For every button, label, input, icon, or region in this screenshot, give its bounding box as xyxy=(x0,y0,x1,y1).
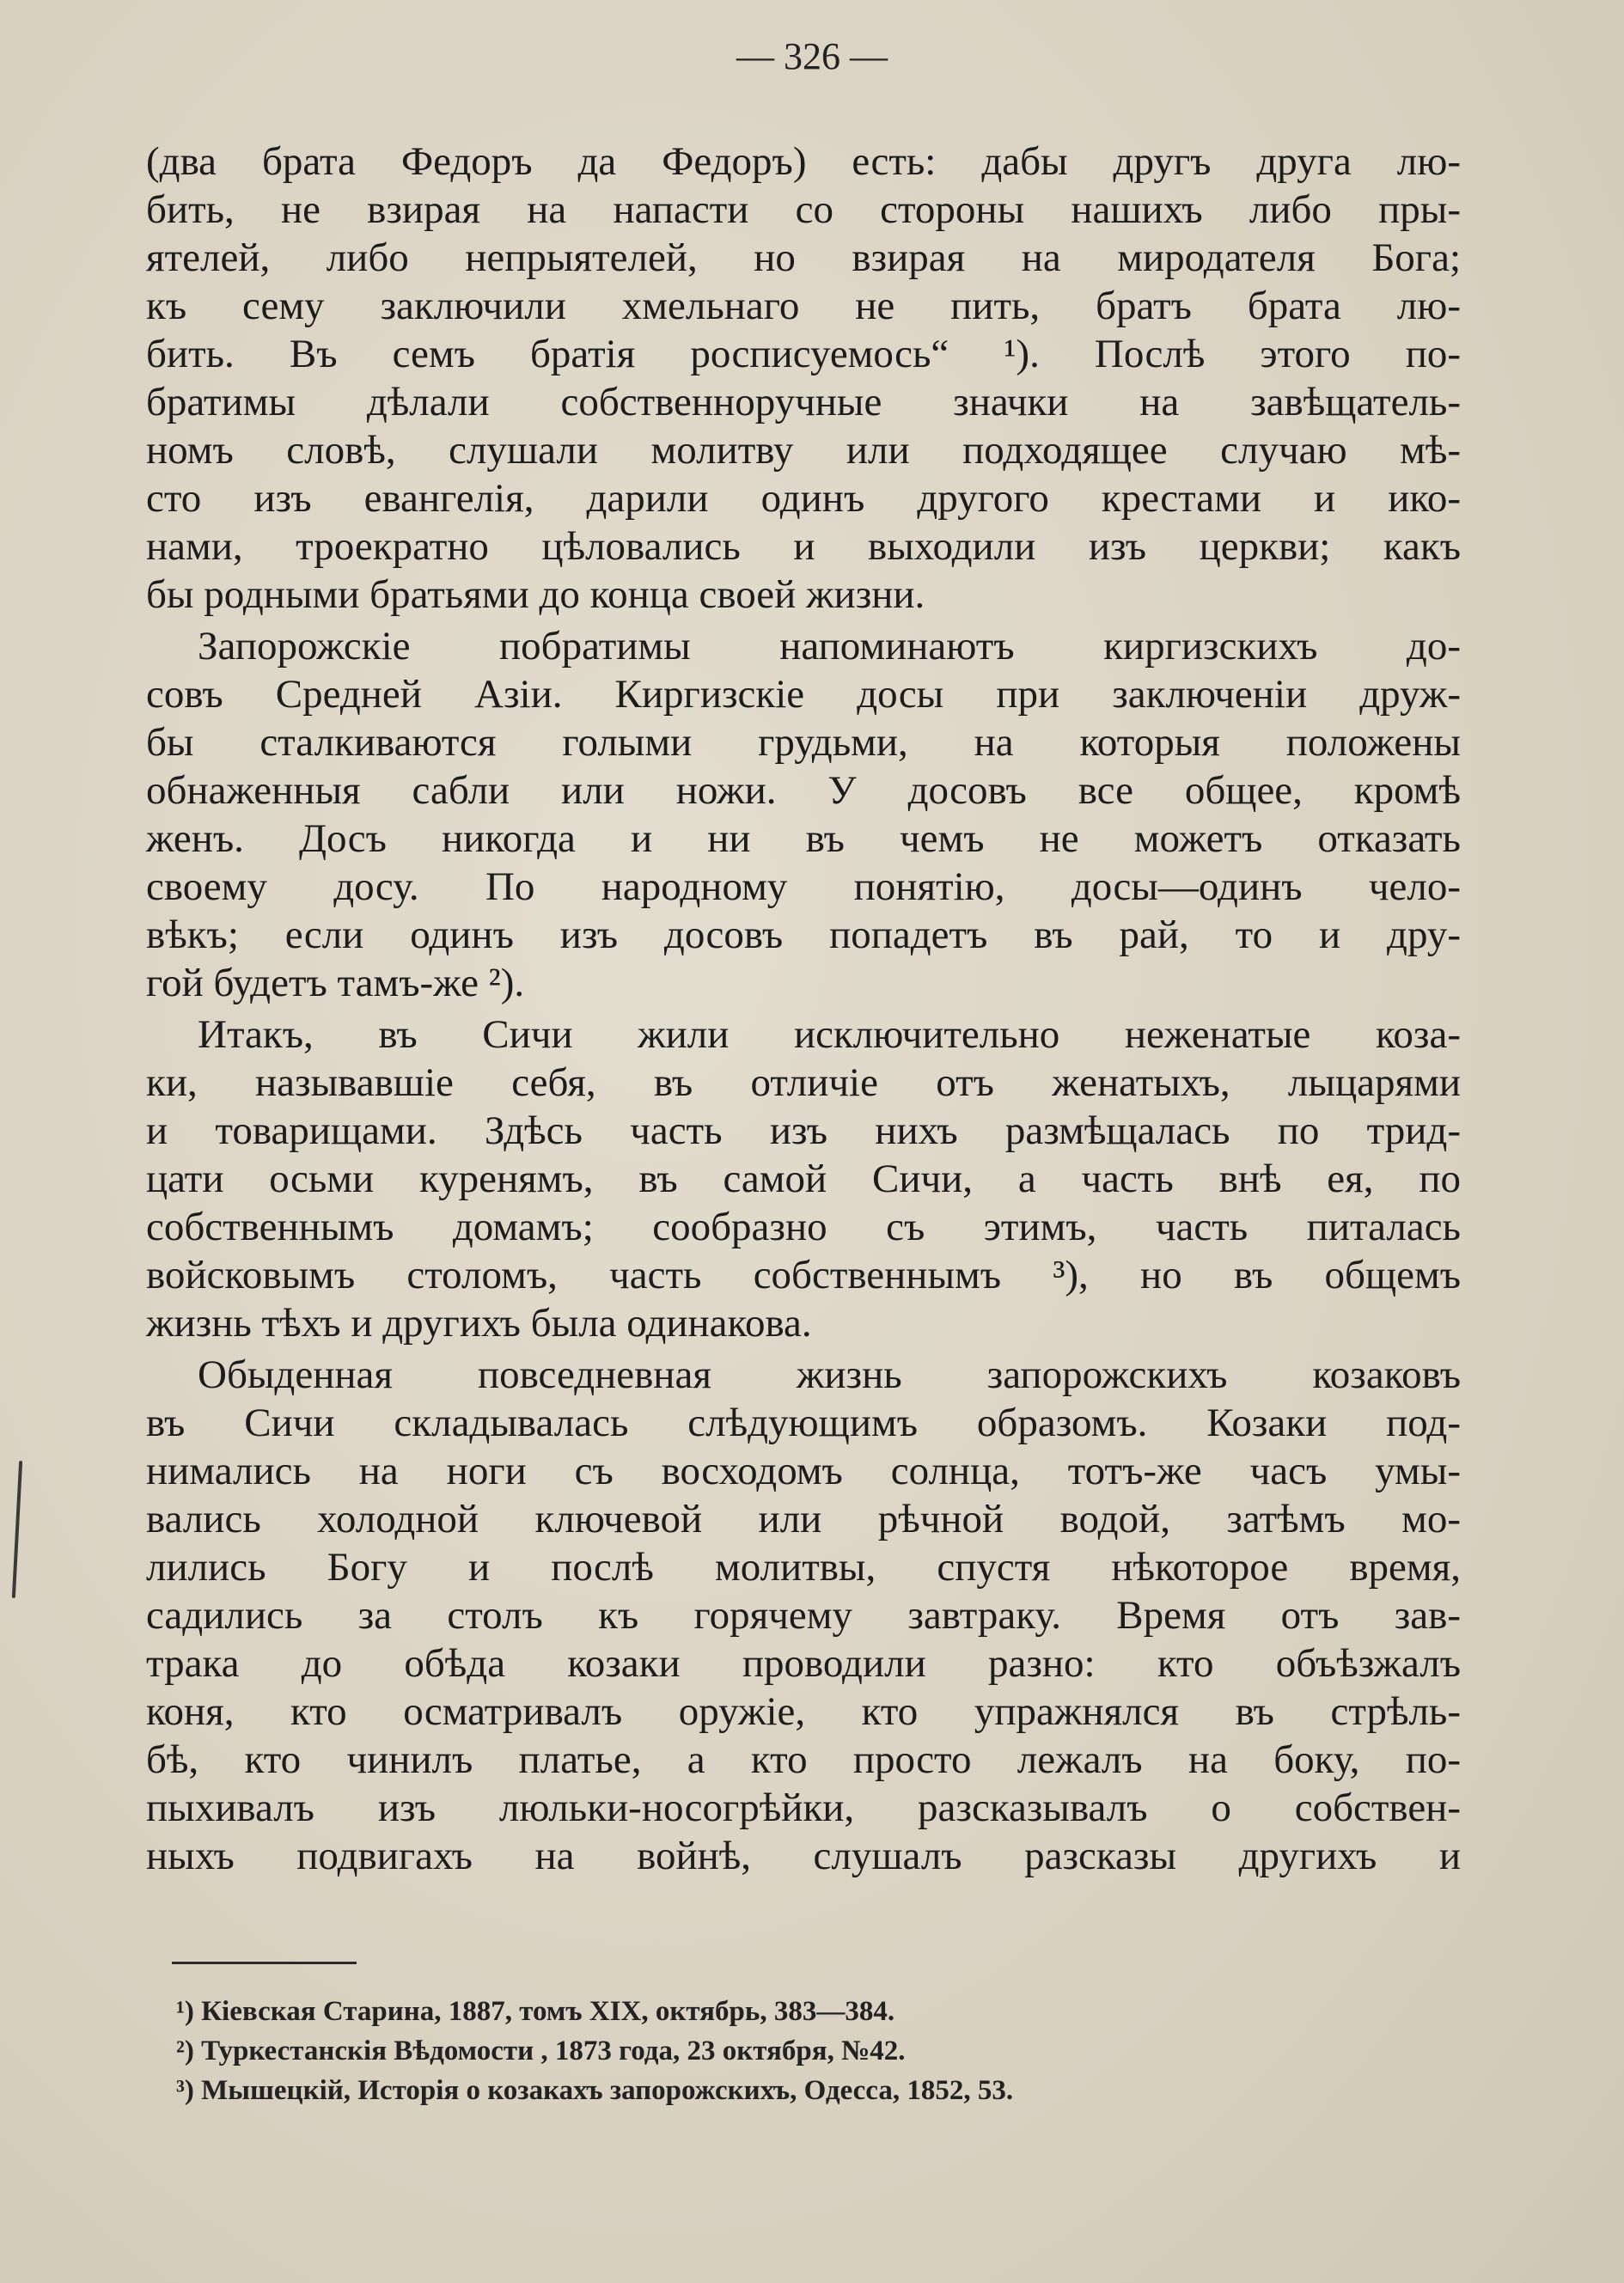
text-line: лились Богу и послѣ молитвы, спустя нѣкоторое время, xyxy=(146,1545,1461,1590)
text-line: собственнымъ домамъ; сообразно съ этимъ, часть питалась xyxy=(146,1205,1461,1249)
paragraph xyxy=(146,137,1461,619)
text-line: номъ словѣ, слушали молитву или подходящее случаю мѣ- xyxy=(146,428,1461,473)
text-line: и товарищами. Здѣсь часть изъ нихъ размѣщалась по трид- xyxy=(146,1108,1461,1153)
text-line: обнаженныя сабли или ножи. У досовъ все общее, кромѣ xyxy=(146,768,1461,813)
page-number: — 326 — xyxy=(736,35,888,77)
text-line: нимались на ноги съ восходомъ солнца, тотъ-же часъ умы- xyxy=(146,1449,1461,1493)
footnote-divider xyxy=(172,1962,357,1964)
paragraph xyxy=(146,1010,1461,1347)
text-line: ки, называвшіе себя, въ отличіе отъ женатыхъ, лыцарями xyxy=(146,1060,1461,1105)
text-line: бить, не взирая на напасти со стороны нашихъ либо пры- xyxy=(146,187,1461,232)
text-line: Обыденная повседневная жизнь запорожскихъ козаковъ xyxy=(198,1352,1461,1397)
text-line: цати осьми куренямъ, въ самой Сичи, а часть внѣ ея, по xyxy=(146,1157,1461,1201)
text-line: ныхъ подвигахъ на войнѣ, слушалъ разсказы другихъ и xyxy=(146,1834,1461,1878)
text-line: гой будетъ тамъ-же ²). xyxy=(146,961,525,1005)
margin-pencil-mark xyxy=(12,1461,22,1598)
footnote: ³) Мышецкій, Исторія о козакахъ запорожскихъ, Одесса, 1852, 53. xyxy=(176,2075,1014,2106)
paragraph xyxy=(146,622,1461,1007)
text-line: сто изъ евангелія, дарили одинъ другого крестами и ико- xyxy=(146,476,1461,521)
footnote: ¹) Кіевская Старина, 1887, томъ XIX, октябрь, 383—384. xyxy=(176,1996,895,2027)
text-line: ятелей, либо непрыятелей, но взирая на миродателя Бога; xyxy=(146,235,1461,280)
text-line: вѣкъ; если одинъ изъ досовъ попадетъ въ рай, то и дру- xyxy=(146,913,1461,957)
text-line: бѣ, кто чинилъ платье, а кто просто лежалъ на боку, по- xyxy=(146,1737,1461,1782)
paragraph xyxy=(146,1351,1461,1880)
body-text xyxy=(146,137,1461,1880)
text-line: нами, троекратно цѣловались и выходили изъ церкви; какъ xyxy=(146,524,1461,569)
text-line: бы родными братьями до конца своей жизни. xyxy=(146,572,925,617)
text-line: женъ. Досъ никогда и ни въ чемъ не можетъ отказать xyxy=(146,816,1461,861)
text-line: вались холодной ключевой или рѣчной водой, затѣмъ мо- xyxy=(146,1497,1461,1541)
text-line: Итакъ, въ Сичи жили исключительно неженатые коза- xyxy=(198,1012,1461,1057)
text-line: совъ Средней Азіи. Киргизскіе досы при заключеніи друж- xyxy=(146,672,1461,717)
text-line: Запорожскіе побратимы напоминаютъ киргизскихъ до- xyxy=(198,624,1461,668)
text-line: (два брата Федоръ да Федоръ) есть: дабы другъ друга лю- xyxy=(146,139,1461,184)
text-line: къ сему заключили хмельнаго не пить, братъ брата лю- xyxy=(146,284,1461,328)
footnotes xyxy=(176,1992,1379,2110)
text-line: садились за столъ къ горячему завтраку. Время отъ зав- xyxy=(146,1593,1461,1638)
text-line: пыхивалъ изъ люльки-носогрѣйки, разсказывалъ о собствен- xyxy=(146,1786,1461,1830)
text-line: трака до обѣда козаки проводили разно: кто объѣзжалъ xyxy=(146,1641,1461,1686)
text-line: бы сталкиваются голыми грудьми, на которыя положены xyxy=(146,720,1461,765)
footnote: ²) Туркестанскія Вѣдомости , 1873 года, 23 октября, №42. xyxy=(176,2036,906,2066)
text-line: войсковымъ столомъ, часть собственнымъ ³), но въ общемъ xyxy=(146,1253,1461,1297)
text-line: въ Сичи складывалась слѣдующимъ образомъ. Козаки под- xyxy=(146,1401,1461,1445)
text-line: бить. Въ семъ братія росписуемось“ ¹). Послѣ этого по- xyxy=(146,332,1461,376)
text-line: братимы дѣлали собственноручные значки на завѣщатель- xyxy=(146,380,1461,424)
text-line: коня, кто осматривалъ оружіе, кто упражнялся въ стрѣль- xyxy=(146,1689,1461,1734)
text-line: жизнь тѣхъ и другихъ была одинакова. xyxy=(146,1301,812,1346)
text-line: своему досу. По народному понятію, досы—одинъ чело- xyxy=(146,864,1461,909)
